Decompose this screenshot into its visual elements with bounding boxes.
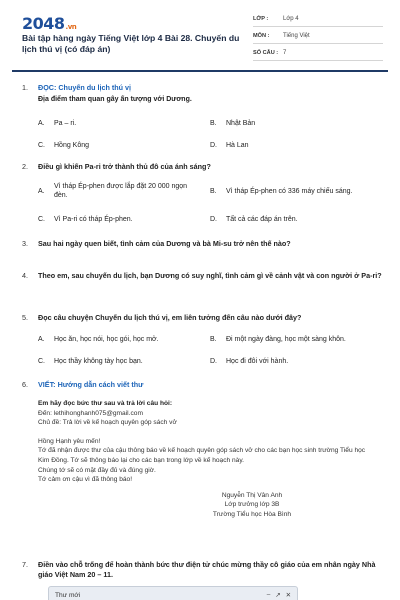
question-6 xyxy=(22,380,382,520)
option-letter: A. xyxy=(38,336,45,343)
question-number: 2. xyxy=(22,162,28,171)
option-text: Tất cả các đáp án trên. xyxy=(226,216,298,223)
question-text: Điền vào chỗ trống để hoàn thành bức thư điện tử chúc mừng thầy cô giáo của em nhân ngày Nhà giáo Việt Nam 20 – 11. xyxy=(38,560,376,579)
question-number: 1. xyxy=(22,83,28,92)
option-text: Hà Lan xyxy=(226,142,249,149)
section-heading-writing: VIẾT: Hướng dẫn cách viết thư xyxy=(38,380,144,389)
option-c[interactable] xyxy=(38,357,194,366)
meta-row-subject xyxy=(253,29,383,44)
option-letter: D. xyxy=(210,216,217,223)
logo xyxy=(22,14,76,33)
meta-row-question-count xyxy=(253,46,383,61)
option-letter: A. xyxy=(38,120,45,127)
expand-icon[interactable]: ↗ xyxy=(275,592,281,599)
section-heading-reading: ĐỌC: Chuyến du lịch thú vị xyxy=(38,83,132,92)
email-to-line: Đến: lethihonghanh075@gmail.com xyxy=(38,409,143,417)
meta-row-class xyxy=(253,12,383,27)
mail-window-title: Thư mới xyxy=(55,591,81,599)
option-a[interactable] xyxy=(38,335,194,344)
letter-line: Chúng tớ sẽ có mặt đầy đủ và đúng giờ. xyxy=(38,466,156,474)
question-number: 6. xyxy=(22,380,28,389)
logo-suffix: .vn xyxy=(65,23,77,31)
blank-line xyxy=(38,428,382,437)
option-b[interactable] xyxy=(210,335,396,344)
meta-key: SỐ CÂU : xyxy=(253,50,279,56)
letter-greeting: Hồng Hạnh yêu mến! xyxy=(38,437,101,445)
option-text: Pa – ri. xyxy=(54,120,77,127)
question-number: 7. xyxy=(22,560,28,569)
option-b[interactable] xyxy=(210,119,366,128)
option-letter: C. xyxy=(38,216,45,223)
meta-value: Lớp 4 xyxy=(283,16,299,22)
option-text: Đi một ngày đàng, học một sàng khôn. xyxy=(226,336,346,343)
instruction-text: Em hãy đọc bức thư sau và trả lời câu hỏi: xyxy=(38,400,173,407)
question-text: Địa điểm tham quan gây ấn tượng với Dương. xyxy=(38,96,192,103)
letter-body: Tớ đã nhận được thư của cậu thông báo về kế hoạch quyên góp sách vở cho các bạn học sinh trường Tiểu học Kim Đồng. Tớ sẽ thông báo lại cho các bạn trong lớp về kế hoạch này. xyxy=(38,447,366,464)
option-d[interactable] xyxy=(210,357,366,366)
question-text: Điều gì khiến Pa-ri trở thành thủ đô của ánh sáng? xyxy=(38,162,211,171)
question-3 xyxy=(22,239,382,249)
option-letter: B. xyxy=(210,188,217,195)
option-letter: D. xyxy=(210,358,217,365)
signature-role: Lớp trưởng lớp 3B xyxy=(224,501,280,509)
question-7 xyxy=(22,560,382,580)
option-text: Học thầy không tày học bạn. xyxy=(54,358,143,365)
option-letter: B. xyxy=(210,336,217,343)
option-letter: B. xyxy=(210,120,217,127)
question-number: 3. xyxy=(22,239,28,248)
letter-closing: Tớ cảm ơn cậu vì đã thông báo! xyxy=(38,476,133,484)
logo-text: 2048 xyxy=(22,14,65,33)
letter-passage xyxy=(38,399,382,485)
question-text: Sau hai ngày quen biết, tình cảm của Dương và bà Mi-su trở nên thế nào? xyxy=(38,239,291,248)
option-letter: A. xyxy=(38,187,45,195)
question-text: Đọc câu chuyện Chuyến du lịch thú vị, em liên tưởng đến câu nào dưới đây? xyxy=(38,313,302,322)
option-text: Học đi đôi với hành. xyxy=(226,358,289,365)
question-1 xyxy=(22,83,382,147)
option-c[interactable] xyxy=(38,215,194,224)
header-divider xyxy=(12,70,388,72)
meta-value: Tiếng Việt xyxy=(283,33,310,39)
question-number: 5. xyxy=(22,313,28,322)
option-b[interactable] xyxy=(210,187,396,196)
option-text: Học ăn, học nói, học gói, học mở. xyxy=(54,336,159,343)
option-letter: C. xyxy=(38,142,45,149)
document-meta xyxy=(253,12,383,63)
mail-window-controls xyxy=(267,591,291,599)
question-number: 4. xyxy=(22,271,28,280)
signature-name: Nguyễn Thị Vân Anh xyxy=(221,491,283,499)
question-4 xyxy=(22,271,382,281)
option-d[interactable] xyxy=(210,141,366,150)
minimize-icon[interactable]: – xyxy=(266,591,271,598)
new-mail-window[interactable] xyxy=(48,586,298,600)
document-title: Bài tập hàng ngày Tiếng Việt lớp 4 Bài 28. Chuyến du lịch thú vị (có đáp án) xyxy=(22,33,240,54)
signature-block xyxy=(177,491,327,520)
option-text: Hồng Kông xyxy=(54,142,90,149)
meta-key: MÔN : xyxy=(253,33,270,39)
option-a[interactable] xyxy=(38,119,194,128)
option-a[interactable] xyxy=(38,182,194,200)
option-letter: C. xyxy=(38,358,45,365)
email-subject-line: Chủ đề: Trả lời về kế hoạch quyên góp sách vở xyxy=(38,419,177,427)
close-icon[interactable]: ✕ xyxy=(285,592,291,599)
question-text: Theo em, sau chuyến du lịch, bạn Dương có suy nghĩ, tình cảm gì về cảnh vật và con người ở Pa-ri? xyxy=(38,271,382,280)
question-2 xyxy=(22,162,382,232)
option-text: Vì tháp Ép-phen có 336 máy chiếu sáng. xyxy=(226,188,353,195)
option-text: Nhật Bản xyxy=(226,120,256,127)
option-c[interactable] xyxy=(38,141,194,150)
meta-value: 7 xyxy=(283,50,287,56)
option-text: Vì tháp Ép-phen được lắp đặt 20 000 ngọn đèn. xyxy=(54,183,188,199)
option-letter: D. xyxy=(210,142,217,149)
question-5 xyxy=(22,313,382,367)
option-d[interactable] xyxy=(210,215,366,224)
meta-key: LỚP : xyxy=(253,16,269,22)
signature-school: Trường Tiểu học Hòa Bình xyxy=(212,510,292,518)
option-text: Vì Pa-ri có tháp Ép-phen. xyxy=(54,216,133,223)
